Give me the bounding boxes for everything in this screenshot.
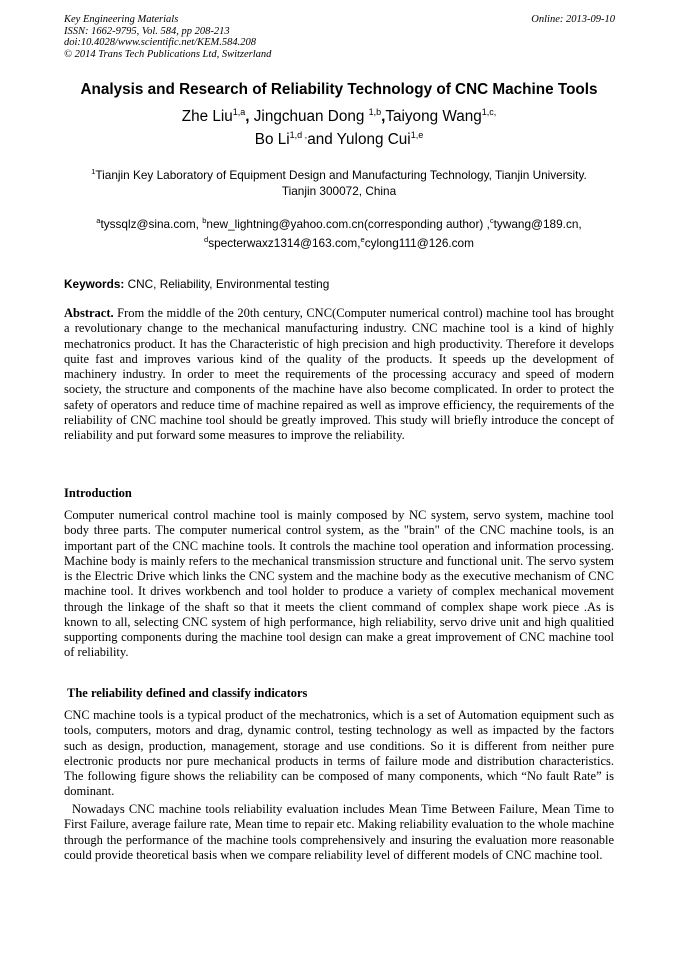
abstract <box>64 306 614 443</box>
author-name: Zhe Liu <box>181 108 233 126</box>
doi-line: doi:10.4028/www.scientific.net/KEM.584.208 <box>64 37 256 48</box>
author-sup: 1,b <box>368 107 382 117</box>
affiliation <box>0 164 678 199</box>
affil-line-2: Tianjin 300072, China <box>281 183 397 198</box>
paper-title: Analysis and Research of Reliability Technology of CNC Machine Tools <box>80 81 598 98</box>
email-d: specterwaxz1314@163.com, <box>208 235 361 250</box>
affil-line-1: Tianjin Key Laboratory of Equipment Design and Manufacturing Technology, Tianjin University. <box>95 167 587 182</box>
author-name: and Yulong Cui <box>307 131 411 149</box>
abstract-text: From the middle of the 20th century, CNC(Computer numerical control) machine tool has brought a revolutionary change to the mechanical manufacturing industry. CNC machine tool is a kind of highly mechatronics product. It has the Characteristic of high precision and high productivity. Therefore it develops quite fast and improves various kind of the quality of the products. It speeds up the development of machinery industry. In order to meet the requirements of the processing accuracy and speed of modern society, the structure and components of the machine have also become complicated. In order to protect the safety of operators and reduce time of machine repaired as well as improve efficiency, the requirements of the reliability of CNC machine tool should be greatly improved. This study will briefly introduce the concept of reliability and put forward some measures to improve the reliability. <box>64 306 614 442</box>
journal-header <box>64 14 271 60</box>
copyright-line: © 2014 Trans Tech Publications Ltd, Switzerland <box>64 48 272 60</box>
abstract-label: Abstract. <box>64 306 114 320</box>
keywords-text: CNC, Reliability, Environmental testing <box>124 277 330 291</box>
author-name: Taiyong Wang <box>385 108 482 126</box>
author-line-2 <box>0 126 678 149</box>
author-name: Bo Li <box>254 131 290 149</box>
introduction-text: Computer numerical control machine tool is mainly composed by NC system, servo system, machine tool body three parts. The computer numerical control system, as the "brain" of the CNC machine tools, is an important part of the CNC machine tools. It controls the machine tool operation and information processing. Machine body is mainly refers to the mechanical transmission structure and functional unit. The servo system is the Electric Drive which links the CNC system and the machine body as the executive mechanism of CNC machine tool. It drives workbench and tool holder to produce a variety of complex mechanical movement through the linkage of the shaft so that it meets the client command of complex shape work piece .As is known to all, selecting CNC system of high performance, high reliability, servo drive unit and high qualitied supporting components during the machine tool design can make a great improvement of CNC machine tool of reliability. <box>64 508 614 660</box>
introduction-heading: Introduction <box>64 486 132 500</box>
email-e: cylong111@126.com <box>364 235 474 250</box>
author-sup: 1,d , <box>289 130 308 141</box>
email-a: tyssqlz@sina.com, <box>100 216 203 231</box>
author-line-1: Zhe Liu$^{1,a}$, Jingchuan Dong $^{1,b}$,Taiyong Wang$^{1,c,}$ <box>181 107 497 126</box>
reliability-paragraph-2: Nowadays CNC machine tools reliability evaluation includes Mean Time Between Failure, Mean Time to First Failure, average failure rate, Mean time to repair etc. Making reliability evaluation to the whole machine through the performance of the machine tools comprehensively and insuring the evaluation more reasonable could provide theoretical basis when we compare reliability level of different models of CNC machine tool. <box>64 802 614 862</box>
affil-sup: 1 <box>91 167 96 176</box>
email-c: tywang@189.cn, <box>493 216 582 231</box>
author-name: Jingchuan Dong <box>249 108 369 126</box>
author-list <box>0 103 678 149</box>
author-sup: 1,e <box>410 130 424 141</box>
journal-name: Key Engineering Materials <box>64 14 179 25</box>
author-sup: 1,a <box>232 107 246 117</box>
reliability-paragraph-1: CNC machine tools is a typical product of the mechatronics, which is a set of Automation equipment such as tools, computers, motors and drag, dynamic control, testing technology as well as impacted by the factors such as design, production, management, storage and use conditions. So it is different from neither pure electronic products nor pure mechanical products in terms of failure mode and distribution characteristics. The following figure shows the reliability can be composed of many components, which “No fault Rate” is dominant. <box>64 708 614 799</box>
reliability-heading: The reliability defined and classify indicators <box>67 686 308 700</box>
online-date: Online: 2013-09-10 <box>531 14 615 25</box>
author-sup: 1,c, <box>481 107 497 117</box>
email-b: new_lightning@yahoo.com.cn(corresponding author) , <box>206 216 490 231</box>
keywords-label: Keywords: <box>64 277 125 291</box>
issn-line: ISSN: 1662-9795, Vol. 584, pp 208-213 <box>64 25 230 37</box>
email-list: $^a$tyssqlz@sina.com, $^b$new_lightning@yahoo.com.cn(corresponding author) ,$^c$tywang@189.cn, $^d$specterwaxz1314@163.com,$^e$cylong111@126.com <box>96 216 582 250</box>
keywords <box>64 277 329 291</box>
